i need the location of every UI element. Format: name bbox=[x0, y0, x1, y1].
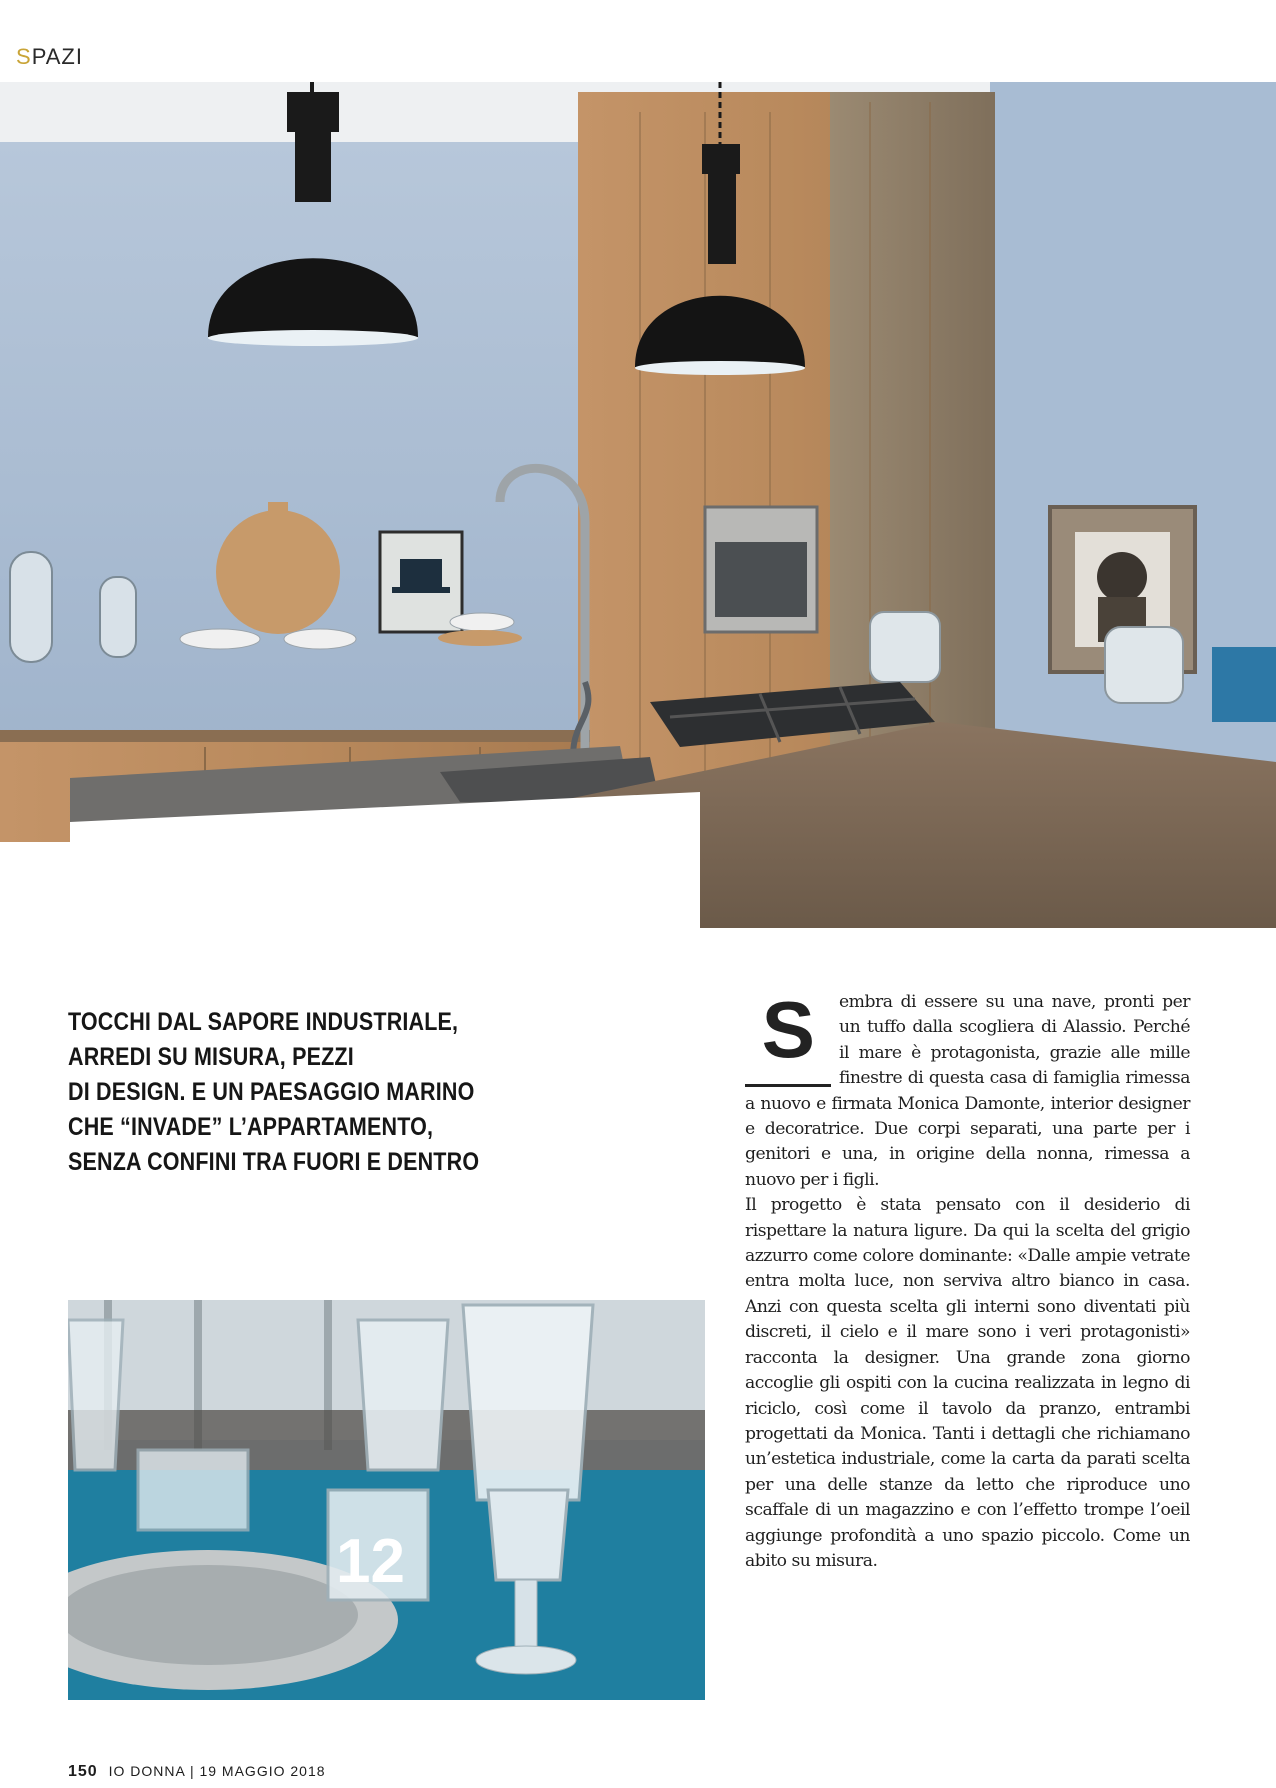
article-body bbox=[745, 985, 1190, 1574]
page-footer bbox=[68, 1763, 326, 1781]
glassware-photo bbox=[68, 1300, 705, 1700]
headline bbox=[68, 1005, 515, 1180]
headline-line: TOCCHI DAL SAPORE INDUSTRIALE, bbox=[68, 1008, 459, 1036]
glassware-illustration bbox=[68, 1300, 705, 1700]
section-label bbox=[16, 44, 83, 70]
headline-line: CHE “INVADE” L’APPARTAMENTO, bbox=[68, 1113, 434, 1141]
headline-line: DI DESIGN. E UN PAESAGGIO MARINO bbox=[68, 1078, 475, 1106]
kitchen-illustration bbox=[0, 82, 1276, 928]
drop-cap: S bbox=[745, 994, 831, 1087]
section-label-rest: PAZI bbox=[31, 44, 83, 69]
headline-line: ARREDI SU MISURA, PEZZI bbox=[68, 1043, 354, 1071]
kitchen-photo bbox=[0, 82, 1276, 928]
table-number-label: 12 bbox=[336, 1527, 405, 1596]
article-paragraph: embra di essere su una nave, pronti per un tuffo dalla scogliera di Alassio. Perché il mare è protagonista, grazie alle mille finestre di questa casa di famiglia rimessa a nuovo e firmata Monica Damonte, interior designer e decoratrice. Due corpi separati, una parte per i genitori e una, in origine della nonna, rimessa a nuovo per i figli. bbox=[745, 992, 1190, 1190]
publication-info: IO DONNA | 19 MAGGIO 2018 bbox=[108, 1763, 326, 1779]
headline-line: SENZA CONFINI TRA FUORI E DENTRO bbox=[68, 1148, 480, 1176]
page-number: 150 bbox=[68, 1763, 98, 1780]
section-label-first-letter: S bbox=[16, 44, 32, 69]
article-paragraph: Il progetto è stata pensato con il desiderio di rispettare la natura ligure. Da qui la scelta del grigio azzurro come colore dominante: «Dalle ampie vetrate entra molta luce, non serviva altro bianco in casa. Anzi con questa scelta gli interni sono diventati più discreti, il cielo e il mare sono i veri protagonisti» racconta la designer. Una grande zona giorno accoglie gli ospiti con la cucina realizzata in legno di riciclo, così come il tavolo da pranzo, entrambi progettati da Monica. Tanti i dettagli che richiamano un’estetica industriale, come la carta da parati scelta per una delle stanze da letto che riproduce uno scaffale di un magazzino e con l’effetto trompe l’oeil aggiunge profondità a uno spazio piccolo. Come un abito su misura. bbox=[745, 1195, 1190, 1571]
